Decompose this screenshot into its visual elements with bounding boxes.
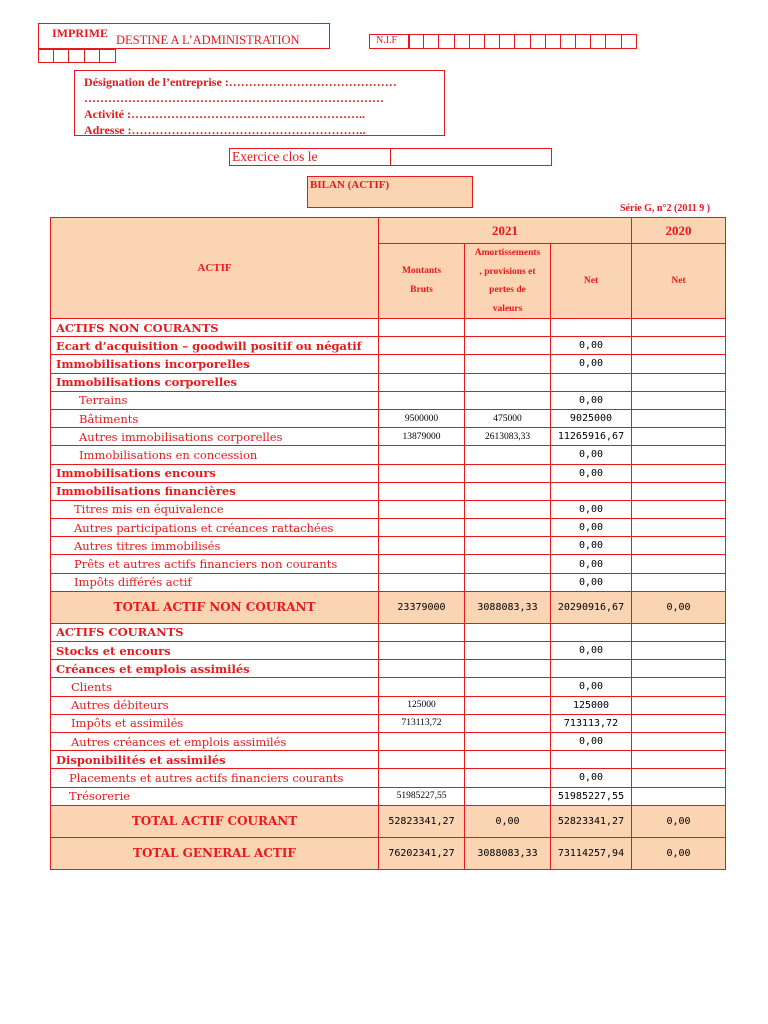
cell-net[interactable]: 0,00 [551, 519, 632, 537]
cell-prev[interactable] [632, 337, 726, 355]
cell-net[interactable]: 713113,72 [551, 714, 632, 732]
cell-net[interactable]: 73114257,94 [551, 837, 632, 869]
cell-brut[interactable] [379, 555, 465, 573]
cell-brut[interactable]: 23379000 [379, 591, 465, 623]
cell-net[interactable]: 0,00 [551, 732, 632, 750]
row-label: Trésorerie [51, 787, 379, 805]
cell-prev[interactable] [632, 319, 726, 337]
row-label: Impôts différés actif [51, 573, 379, 591]
bilan-actif-table [50, 217, 726, 870]
nif-digit-cell[interactable] [439, 34, 454, 49]
row-label: Autres créances et emplois assimilés [51, 732, 379, 750]
cell-amort[interactable] [465, 555, 551, 573]
cell-brut[interactable]: 76202341,27 [379, 837, 465, 869]
imprime-label: IMPRIME [52, 26, 108, 40]
nif-digit-cell[interactable] [515, 34, 530, 49]
col-montants-line: Montants [401, 266, 442, 276]
cell-amort[interactable] [465, 751, 551, 769]
cell-net[interactable]: 52823341,27 [551, 805, 632, 837]
table-row [51, 355, 726, 373]
col-actif-header: ACTIF [51, 218, 379, 319]
cell-amort[interactable] [465, 660, 551, 678]
cell-prev[interactable]: 0,00 [632, 837, 726, 869]
table-row [51, 623, 726, 641]
cell-prev[interactable] [632, 660, 726, 678]
cell-amort[interactable] [465, 623, 551, 641]
col-amort-line: , provisions et [479, 266, 536, 277]
year-current: 2021 [379, 218, 632, 244]
cell-amort[interactable] [465, 319, 551, 337]
col-montants-header [379, 244, 465, 319]
cell-amort[interactable] [465, 537, 551, 555]
cell-brut[interactable] [379, 623, 465, 641]
row-label: Bâtiments [51, 409, 379, 427]
cell-amort[interactable] [465, 355, 551, 373]
row-label: Impôts et assimilés [51, 714, 379, 732]
total-row [51, 837, 726, 869]
table-row [51, 732, 726, 750]
row-label: ACTIFS COURANTS [51, 623, 379, 641]
row-label: Autres immobilisations corporelles [51, 428, 379, 446]
cell-net[interactable] [551, 751, 632, 769]
cell-amort[interactable] [465, 519, 551, 537]
cell-brut[interactable] [379, 355, 465, 373]
cell-net[interactable]: 0,00 [551, 500, 632, 518]
row-label: Clients [51, 678, 379, 696]
cell-prev[interactable] [632, 714, 726, 732]
code-cell[interactable] [38, 49, 54, 63]
cell-brut[interactable] [379, 319, 465, 337]
table-row [51, 751, 726, 769]
total-row [51, 805, 726, 837]
cell-amort[interactable] [465, 482, 551, 500]
cell-brut[interactable]: 9500000 [379, 409, 465, 427]
cell-prev[interactable] [632, 373, 726, 391]
cell-prev[interactable] [632, 409, 726, 427]
cell-net[interactable] [551, 373, 632, 391]
table-row [51, 787, 726, 805]
row-label: Immobilisations incorporelles [51, 355, 379, 373]
cell-net[interactable] [551, 660, 632, 678]
row-label: Immobilisations en concession [51, 446, 379, 464]
cell-amort[interactable] [465, 446, 551, 464]
table-row [51, 500, 726, 518]
cell-net[interactable]: 0,00 [551, 355, 632, 373]
cell-brut[interactable]: 51985227,55 [379, 787, 465, 805]
nif-cells [409, 34, 637, 49]
col-net-prev-header: Net [632, 244, 726, 319]
nif-digit-cell[interactable] [409, 34, 424, 49]
cell-net[interactable]: 125000 [551, 696, 632, 714]
nif-digit-cell[interactable] [455, 34, 470, 49]
table-header-row [51, 218, 726, 244]
table-row [51, 678, 726, 696]
bilan-title: BILAN (ACTIF) [307, 176, 473, 208]
table-row [51, 769, 726, 787]
cell-amort[interactable] [465, 500, 551, 518]
cell-net[interactable]: 0,00 [551, 464, 632, 482]
code-cell[interactable] [69, 49, 85, 63]
table-row [51, 696, 726, 714]
cell-net[interactable]: 0,00 [551, 391, 632, 409]
cell-amort[interactable] [465, 573, 551, 591]
cell-amort[interactable] [465, 714, 551, 732]
cell-amort[interactable]: 3088083,33 [465, 591, 551, 623]
cell-net[interactable]: 11265916,67 [551, 428, 632, 446]
cell-brut[interactable] [379, 464, 465, 482]
table-row [51, 337, 726, 355]
cell-brut[interactable] [379, 642, 465, 660]
col-montants-line: Bruts [410, 285, 433, 295]
cell-net[interactable]: 0,00 [551, 337, 632, 355]
nif-digit-cell[interactable] [606, 34, 621, 49]
table-row [51, 482, 726, 500]
row-label: TOTAL ACTIF COURANT [51, 805, 379, 837]
cell-amort[interactable]: 2613083,33 [465, 428, 551, 446]
designation-field[interactable]: Désignation de l’entreprise :…………………………………… [84, 75, 397, 89]
activite-field[interactable]: Activité :………………………………………………….. [84, 107, 365, 121]
cell-brut[interactable] [379, 769, 465, 787]
nif-label: N.I.F [376, 35, 398, 46]
row-label: Immobilisations corporelles [51, 373, 379, 391]
cell-prev[interactable] [632, 623, 726, 641]
row-label: Stocks et encours [51, 642, 379, 660]
nif-digit-cell[interactable] [576, 34, 591, 49]
cell-prev[interactable] [632, 500, 726, 518]
cell-amort[interactable]: 475000 [465, 409, 551, 427]
table-body [51, 319, 726, 870]
row-label: Autres participations et créances rattachées [51, 519, 379, 537]
row-label: Terrains [51, 391, 379, 409]
table-row [51, 537, 726, 555]
cell-brut[interactable] [379, 519, 465, 537]
table-row [51, 573, 726, 591]
cell-prev[interactable] [632, 446, 726, 464]
table-row [51, 464, 726, 482]
table-row [51, 391, 726, 409]
cell-net[interactable]: 0,00 [551, 642, 632, 660]
code-cell[interactable] [54, 49, 70, 63]
nif-digit-cell[interactable] [531, 34, 546, 49]
cell-net[interactable]: 0,00 [551, 537, 632, 555]
table-row [51, 642, 726, 660]
cell-brut[interactable] [379, 678, 465, 696]
cell-prev[interactable] [632, 573, 726, 591]
row-label: Immobilisations encours [51, 464, 379, 482]
cell-brut[interactable] [379, 732, 465, 750]
nif-digit-cell[interactable] [424, 34, 439, 49]
col-amort-header [465, 244, 551, 319]
cell-net[interactable] [551, 482, 632, 500]
table-row [51, 446, 726, 464]
table-row [51, 660, 726, 678]
col-amort-line: valeurs [492, 303, 523, 314]
cell-prev[interactable] [632, 555, 726, 573]
table-row [51, 409, 726, 427]
cell-net[interactable]: 0,00 [551, 678, 632, 696]
cell-prev[interactable] [632, 787, 726, 805]
cell-net[interactable]: 0,00 [551, 573, 632, 591]
col-amort-line: Amortissements [474, 248, 541, 258]
cell-prev[interactable] [632, 537, 726, 555]
cell-prev[interactable] [632, 678, 726, 696]
cell-brut[interactable] [379, 337, 465, 355]
cell-prev[interactable] [632, 732, 726, 750]
cell-brut[interactable] [379, 573, 465, 591]
cell-prev[interactable] [632, 482, 726, 500]
row-label: Ecart d’acquisition – goodwill positif ou négatif [51, 337, 379, 355]
table-row [51, 428, 726, 446]
cell-brut[interactable] [379, 446, 465, 464]
cell-amort[interactable] [465, 642, 551, 660]
nif-digit-cell[interactable] [546, 34, 561, 49]
cell-amort[interactable] [465, 732, 551, 750]
nif-digit-cell[interactable] [591, 34, 606, 49]
cell-amort[interactable] [465, 337, 551, 355]
cell-brut[interactable] [379, 482, 465, 500]
cell-amort[interactable] [465, 464, 551, 482]
nif-digit-cell[interactable] [485, 34, 500, 49]
exercice-date-field[interactable] [390, 148, 552, 166]
cell-brut[interactable] [379, 391, 465, 409]
cell-prev[interactable] [632, 696, 726, 714]
row-label: Titres mis en équivalence [51, 500, 379, 518]
cell-net[interactable]: 0,00 [551, 769, 632, 787]
exercice-label: Exercice clos le [229, 148, 391, 166]
row-label: Immobilisations financières [51, 482, 379, 500]
cell-brut[interactable]: 13879000 [379, 428, 465, 446]
cell-prev[interactable]: 0,00 [632, 805, 726, 837]
cell-amort[interactable] [465, 787, 551, 805]
row-label: Placements et autres actifs financiers courants [51, 769, 379, 787]
cell-prev[interactable] [632, 519, 726, 537]
company-info-box [74, 70, 445, 136]
code-cell[interactable] [85, 49, 101, 63]
cell-amort[interactable]: 0,00 [465, 805, 551, 837]
row-label: Autres titres immobilisés [51, 537, 379, 555]
table-row [51, 373, 726, 391]
cell-brut[interactable] [379, 660, 465, 678]
row-label: TOTAL GENERAL ACTIF [51, 837, 379, 869]
cell-amort[interactable]: 3088083,33 [465, 837, 551, 869]
col-amort-line: pertes de [489, 285, 526, 295]
cell-prev[interactable] [632, 769, 726, 787]
adresse-field[interactable]: Adresse :………………………………………………….. [84, 123, 366, 137]
cell-prev[interactable] [632, 391, 726, 409]
code-cell[interactable] [100, 49, 116, 63]
cell-brut[interactable]: 52823341,27 [379, 805, 465, 837]
cell-brut[interactable] [379, 373, 465, 391]
cell-amort[interactable] [465, 373, 551, 391]
total-row [51, 591, 726, 623]
cell-net[interactable]: 9025000 [551, 409, 632, 427]
table-row [51, 555, 726, 573]
cell-amort[interactable] [465, 696, 551, 714]
row-label: Disponibilités et assimilés [51, 751, 379, 769]
cell-amort[interactable] [465, 769, 551, 787]
cell-prev[interactable] [632, 751, 726, 769]
cell-net[interactable]: 0,00 [551, 446, 632, 464]
cell-prev[interactable] [632, 464, 726, 482]
cell-amort[interactable] [465, 391, 551, 409]
row-label: ACTIFS NON COURANTS [51, 319, 379, 337]
cell-prev[interactable]: 0,00 [632, 591, 726, 623]
cell-net[interactable] [551, 319, 632, 337]
cell-brut[interactable]: 713113,72 [379, 714, 465, 732]
table-row [51, 714, 726, 732]
cell-net[interactable]: 0,00 [551, 555, 632, 573]
cell-prev[interactable] [632, 355, 726, 373]
cell-brut[interactable] [379, 537, 465, 555]
destination-label: DESTINE A L’ADMINISTRATION [116, 33, 300, 47]
cell-brut[interactable] [379, 751, 465, 769]
cell-prev[interactable] [632, 642, 726, 660]
serie-label: Série G, n°2 (2011 9 ) [620, 203, 711, 214]
cell-brut[interactable]: 125000 [379, 696, 465, 714]
row-label: Prêts et autres actifs financiers non courants [51, 555, 379, 573]
cell-prev[interactable] [632, 428, 726, 446]
col-net-header: Net [551, 244, 632, 319]
cell-net[interactable]: 20290916,67 [551, 591, 632, 623]
nif-digit-cell[interactable] [470, 34, 485, 49]
row-label: Autres débiteurs [51, 696, 379, 714]
imprime-code-cells [38, 49, 116, 63]
row-label: Créances et emplois assimilés [51, 660, 379, 678]
row-label: TOTAL ACTIF NON COURANT [51, 591, 379, 623]
designation-continuation[interactable]: ………………………………………………………………… [84, 91, 384, 105]
cell-net[interactable] [551, 623, 632, 641]
cell-net[interactable]: 51985227,55 [551, 787, 632, 805]
nif-digit-cell[interactable] [561, 34, 576, 49]
table-row [51, 319, 726, 337]
cell-amort[interactable] [465, 678, 551, 696]
year-previous: 2020 [632, 218, 726, 244]
cell-brut[interactable] [379, 500, 465, 518]
nif-digit-cell[interactable] [622, 34, 637, 49]
nif-digit-cell[interactable] [500, 34, 515, 49]
table-row [51, 519, 726, 537]
